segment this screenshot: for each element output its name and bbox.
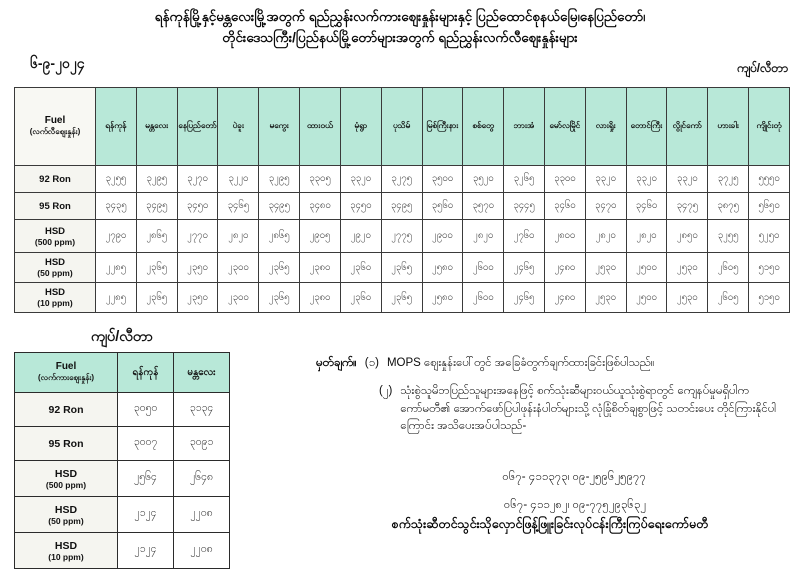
price-cell: ၂၈၂၀ — [626, 220, 667, 253]
price-cell: ၂၆၀၅ — [708, 253, 749, 283]
city-header: နေပြည်တော် — [177, 88, 218, 166]
fuel-row — [15, 533, 230, 569]
price-cell: ၃၄၉၅ — [136, 193, 177, 220]
title-line-2: တိုင်းဒေသကြီး/ပြည်နယ်မြို့တော်များအတွက် ရည်ညွှန်းလက်လီဈေးနှုန်းများ — [222, 30, 578, 45]
price-cell: ၃၂၉၅ — [259, 166, 300, 193]
price-cell: ၃၄၄၅ — [504, 193, 545, 220]
fuel-corner-header — [15, 353, 118, 393]
fuel-row — [15, 461, 230, 497]
price-cell: ၂၅၈၀ — [422, 253, 463, 283]
price-cell: ၅၂၅၀ — [749, 220, 790, 253]
price-cell: ၃၂၆၅ — [504, 166, 545, 193]
fuel-label: HSD (50 ppm) — [15, 497, 118, 533]
price-cell: ၂၇၆၀ — [504, 220, 545, 253]
city-header: စစ်တွေ — [463, 88, 504, 166]
price-cell: ၃၅၀၀ — [422, 166, 463, 193]
fuel-sublabel: (500 ppm) — [34, 236, 76, 247]
price-cell: ၃၀၉၁ — [174, 427, 230, 461]
note-1-number: (၁) — [364, 357, 379, 369]
price-cell: ၂၉၂၀ — [340, 220, 381, 253]
city-header: ပုသိမ် — [381, 88, 422, 166]
price-cell: ၂၃၆၅ — [136, 283, 177, 313]
price-cell: ၃၂၇၅ — [381, 166, 422, 193]
price-cell: ၃၃၂၀ — [585, 166, 626, 193]
fuel-label: 95 Ron — [15, 427, 118, 461]
price-cell: ၃၇၂၅ — [708, 166, 749, 193]
price-cell: ၂၃၅၀ — [177, 283, 218, 313]
fuel-row — [15, 393, 230, 427]
price-cell: ၂၃၆၅ — [259, 283, 300, 313]
price-cell: ၂၆၀၀ — [463, 253, 504, 283]
retail-price-table-wrap — [14, 87, 790, 313]
fuel-row — [15, 193, 790, 220]
fuel-label: 92 Ron — [15, 393, 118, 427]
city-header: တောင်ကြီး — [626, 88, 667, 166]
price-cell: ၃၂၇၀ — [177, 166, 218, 193]
city-header: ပဲခူး — [218, 88, 259, 166]
header-row — [15, 88, 790, 166]
price-cell: ၂၁၂၄ — [118, 497, 174, 533]
city-header: လားရှိုး — [585, 88, 626, 166]
price-cell: ၃၈၇၅ — [708, 193, 749, 220]
phone-numbers — [316, 464, 646, 519]
price-cell: ၃၅၆၀ — [422, 193, 463, 220]
price-cell: ၂၂၈၅ — [96, 253, 137, 283]
phone-line-2: ၀၆၇- ၄၁၁၂၈၂၊ ၀၉-၇၇၅၂၉၃၆၃၂ — [503, 498, 646, 511]
price-cell: ၂၄၈၀ — [544, 253, 585, 283]
price-cell: ၃၄၉၅ — [381, 193, 422, 220]
retail-price-table — [14, 87, 790, 313]
price-cell: ၂၃၆၅ — [259, 253, 300, 283]
price-cell: ၃၅၂၀ — [463, 166, 504, 193]
fuel-sublabel: (10 ppm) — [37, 298, 73, 308]
price-cell: ၂၈၅၀ — [667, 220, 708, 253]
fuel-header-en: Fuel — [44, 115, 66, 126]
price-cell: ၃၄၅၀ — [177, 193, 218, 220]
price-cell: ၂၃၈၀ — [300, 283, 341, 313]
fuel-header-mm: (လက်လီဈေးနှုန်း) — [29, 127, 81, 136]
document-title — [0, 6, 800, 48]
fuel-row — [15, 220, 790, 253]
fuel-row — [15, 427, 230, 461]
fuel-header-en: Fuel — [55, 361, 77, 372]
fuel-sublabel: (50 ppm) — [37, 268, 73, 278]
notes-block — [316, 355, 794, 446]
fuel-label: HSD (50 ppm) — [15, 253, 96, 283]
fuel-label: 92 Ron — [15, 166, 96, 193]
price-cell: ၂၆၀၀ — [463, 283, 504, 313]
price-cell: ၃၄၇၀ — [585, 193, 626, 220]
city-header: လွိုင်ကော် — [667, 88, 708, 166]
price-cell: ၂၇၇၅ — [381, 220, 422, 253]
city-header: ထားဝယ် — [300, 88, 341, 166]
price-cell: ၃၄၅၀ — [340, 193, 381, 220]
price-cell: ၂၇၇၀ — [177, 220, 218, 253]
price-cell: ၃၀၀၇ — [118, 427, 174, 461]
fuel-row — [15, 253, 790, 283]
price-cell: ၃၂၅၅ — [708, 220, 749, 253]
fuel-label: HSD (500 ppm) — [15, 220, 96, 253]
price-cell: ၃၀၅၀ — [118, 393, 174, 427]
price-cell: ၂၅၃၀ — [667, 283, 708, 313]
note-1-text: MOPS ဈေးနှုန်းပေါ်တွင် အခြေခံတွက်ချက်ထားခြင်းဖြစ်ပါသည်။ — [386, 357, 655, 369]
price-cell: ၂၃၆၅ — [381, 253, 422, 283]
price-cell: ၂၂၀၈ — [174, 533, 230, 569]
city-header: မန္တလေး — [174, 353, 230, 393]
notes-label: မှတ်ချက်။ — [316, 357, 357, 369]
fuel-header-mm: (လက်ကားဈေးနှုန်း) — [37, 373, 95, 382]
price-cell: ၂၂၀၈ — [174, 497, 230, 533]
price-cell: ၂၆၀၅ — [708, 283, 749, 313]
city-header: ရန်ကုန် — [118, 353, 174, 393]
price-cell: ၂၁၂၄ — [118, 533, 174, 569]
price-cell: ၂၃၆၀ — [340, 253, 381, 283]
price-cell: ၂၇၉၀ — [96, 220, 137, 253]
city-header: ကျိုင်းတုံ — [749, 88, 790, 166]
city-header: ရန်ကုန် — [96, 88, 137, 166]
price-cell: ၃၃၀၅ — [300, 166, 341, 193]
price-cell: ၂၄၈၀ — [544, 283, 585, 313]
price-cell: ၂၅၃၀ — [585, 283, 626, 313]
phone-line-1: ၀၆၇- ၄၁၁၃၇၃၊ ၀၉-၂၅၉၆၂၅၉၇၇ — [502, 471, 646, 483]
fuel-label: 95 Ron — [15, 193, 96, 220]
price-cell: ၂၅၈၀ — [422, 283, 463, 313]
price-cell: ၃၄၆၀ — [626, 193, 667, 220]
title-line-1: ရန်ကုန်မြို့နှင့်မန္တလေးမြို့အတွက် ရည်ညွှန်းလက်ကားဈေးနှုန်းများနှင့် ပြည်ထောင်စုနယ်မြေ၊နေပြည်တော်၊ — [154, 9, 646, 24]
price-cell: ၃၄၉၅ — [259, 193, 300, 220]
fuel-row — [15, 166, 790, 193]
price-cell: ၃၃၂၀ — [626, 166, 667, 193]
fuel-label: HSD (10 ppm) — [15, 283, 96, 313]
price-cell: ၃၃၂၀ — [340, 166, 381, 193]
price-cell: ၂၈၆၅ — [259, 220, 300, 253]
committee-name: စက်သုံးဆီတင်သွင်းသိုလှောင်ဖြန့်ဖြူးခြင်းလုပ်ငန်းကြီးကြပ်ရေးကော်မတီ — [391, 517, 709, 531]
header-row — [15, 353, 230, 393]
price-cell: ၃၄၃၅ — [96, 193, 137, 220]
price-cell: ၂၃၈၀ — [300, 253, 341, 283]
price-cell: ၂၉၀၅ — [300, 220, 341, 253]
city-header: မန္တလေး — [136, 88, 177, 166]
price-cell: ၂၈၂၀ — [585, 220, 626, 253]
fuel-corner-header — [15, 88, 96, 166]
price-cell: ၅၁၅၀ — [749, 283, 790, 313]
city-header: ဘားအံ — [504, 88, 545, 166]
city-header: ဟားခါး — [708, 88, 749, 166]
price-cell: ၂၅၃၀ — [585, 253, 626, 283]
note-2-number: (၂) — [379, 384, 393, 397]
price-cell: ၂၅၃၀ — [667, 253, 708, 283]
unit-label-top: ကျပ်/လီတာ — [736, 61, 788, 75]
price-cell: ၂၈၂၀ — [463, 220, 504, 253]
note-item-1 — [316, 355, 794, 373]
price-cell: ၂၃၆၀ — [340, 283, 381, 313]
wholesale-price-table-wrap — [14, 352, 230, 569]
price-cell: ၂၂၈၅ — [96, 283, 137, 313]
fuel-sublabel: (10 ppm) — [48, 551, 84, 562]
price-cell: ၃၁၃၄ — [174, 393, 230, 427]
price-cell: ၂၃၀၀ — [218, 253, 259, 283]
price-cell: ၃၂၂၀ — [218, 166, 259, 193]
price-cell: ၃၄၆၀ — [544, 193, 585, 220]
price-cell: ၂၅၆၄ — [118, 461, 174, 497]
fuel-label: HSD (10 ppm) — [15, 533, 118, 569]
price-cell: ၃၃၀၀ — [544, 166, 585, 193]
city-header: မြစ်ကြီးနား — [422, 88, 463, 166]
price-cell: ၃၄၇၅ — [667, 193, 708, 220]
price-cell: ၃၅၇၀ — [463, 193, 504, 220]
price-cell: ၃၃၂၀ — [667, 166, 708, 193]
fuel-row — [15, 283, 790, 313]
fuel-label: HSD (500 ppm) — [15, 461, 118, 497]
city-header: မကွေး — [259, 88, 300, 166]
price-cell: ၅၆၅၀ — [749, 193, 790, 220]
unit-label-small: ကျပ်/လီတာ — [90, 329, 153, 345]
price-cell: ၂၈၆၅ — [136, 220, 177, 253]
price-cell: ၃၄၆၅ — [218, 193, 259, 220]
price-cell: ၃၂၉၅ — [136, 166, 177, 193]
price-cell: ၂၈၀၀ — [544, 220, 585, 253]
price-cell: ၂၃၆၅ — [136, 253, 177, 283]
date-label: ၆-၉-၂၀၂၄ — [30, 55, 85, 71]
fuel-sublabel: (500 ppm) — [45, 479, 87, 490]
price-cell: ၂၃၀၀ — [218, 283, 259, 313]
price-cell: ၂၅၀၀ — [626, 253, 667, 283]
price-cell: ၃၂၅၅ — [96, 166, 137, 193]
price-cell: ၃၄၈၀ — [300, 193, 341, 220]
price-cell: ၅၅၅၀ — [749, 166, 790, 193]
note-item-2 — [379, 383, 794, 436]
note-2-text: သုံးစွဲသူမိဘပြည်သူများအနေဖြင့် စက်သုံးဆီများဝယ်ယူသုံးစွဲရာတွင် ကျေနပ်မှုမရှိပါက ကော်မတီ၏ အောက်ဖော်ပြပါဖုန်းနံပါတ်များသို့ လုံခြုံစိတ်ချစွာဖြင့် သတင်းပေး တိုင်ကြားနိုင်ပါကြောင်း အသိပေးအပ်ပါသည်- — [400, 384, 777, 433]
fuel-sublabel: (50 ppm) — [48, 515, 84, 526]
price-cell: ၂၆၄၈ — [174, 461, 230, 497]
price-cell: ၂၄၆၅ — [504, 283, 545, 313]
price-cell: ၂၉၀၀ — [422, 220, 463, 253]
price-cell: ၂၄၆၅ — [504, 253, 545, 283]
city-header: မော်လမြိုင် — [544, 88, 585, 166]
price-cell: ၂၃၆၅ — [381, 283, 422, 313]
price-cell: ၅၁၅၀ — [749, 253, 790, 283]
fuel-row — [15, 497, 230, 533]
city-header: မုံရွာ — [340, 88, 381, 166]
price-cell: ၂၅၀၀ — [626, 283, 667, 313]
wholesale-price-table — [14, 352, 230, 569]
price-cell: ၂၃၅၀ — [177, 253, 218, 283]
price-cell: ၂၈၂၀ — [218, 220, 259, 253]
